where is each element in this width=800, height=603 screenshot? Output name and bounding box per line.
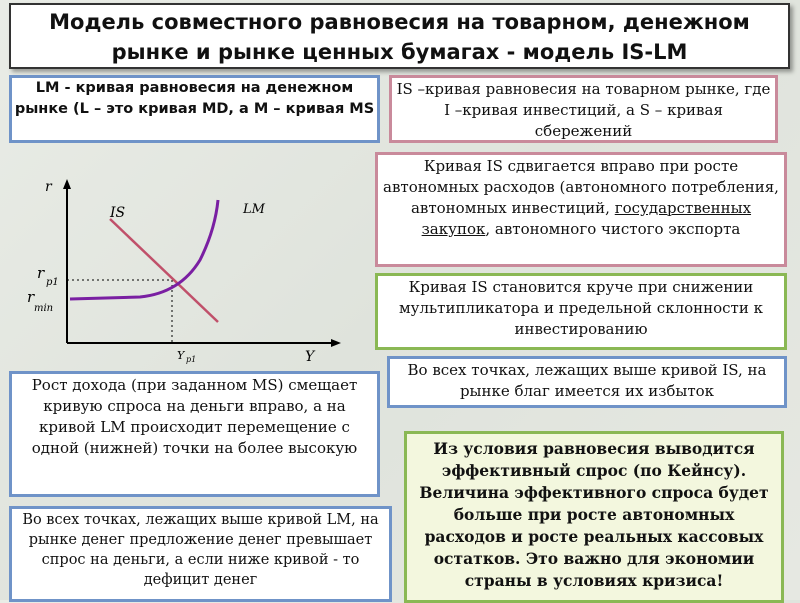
is-definition-box: IS –кривая равновесия на товарном рынке, где I –кривая инвестиций, а S – кривая сбережений <box>389 75 778 143</box>
page-title: Модель совместного равновесия на товарном, денежном рынке и рынке ценных бумагах - модель IS-LM <box>9 3 790 69</box>
lm-label: LM <box>243 202 265 217</box>
rp1-label: r <box>37 264 45 282</box>
lm-curve <box>70 200 218 299</box>
rmin-label: r <box>27 288 35 306</box>
is-label: IS <box>110 205 126 221</box>
is-shift-underlined-text: государственных закупок <box>421 199 752 238</box>
is-lm-graph <box>15 165 360 365</box>
is-shift-box <box>375 152 787 267</box>
is-steeper-box: Кривая IS становится круче при снижении мультипликатора и предельной склонности к инвестированию <box>375 273 787 350</box>
x-axis-label: Y <box>305 349 315 365</box>
rp1-subscript: p1 <box>46 277 59 288</box>
x-axis-arrow-icon <box>331 339 341 347</box>
y-axis-label: r <box>45 179 52 195</box>
yp1-subscript: p1 <box>186 355 197 364</box>
is-curve <box>110 219 218 322</box>
is-shift-text: Кривая IS сдвигается вправо при росте автономных расходов (автономного потребления, автономных инвестиций, <box>383 157 779 217</box>
rmin-subscript: min <box>34 303 54 314</box>
income-growth-box: Рост дохода (при заданном MS) смещает кривую спроса на деньги вправо, а на кривой LM происходит перемещение с одной (нижней) точки на более высокую <box>9 371 380 497</box>
lm-definition-box: LM - кривая равновесия на денежном рынке (L – это кривая MD, а M – кривая MS <box>9 75 380 143</box>
is-above-box: Во всех точках, лежащих выше кривой IS, на рынке благ имеется их избыток <box>387 356 787 408</box>
lm-above-box: Во всех точках, лежащих выше кривой LM, на рынке денег предложение денег превышает спрос на деньги, а если ниже кривой - то дефицит денег <box>9 506 392 602</box>
keynes-box: Из условия равновесия выводится эффективный спрос (по Кейнсу). Величина эффективного спроса будет больше при росте автономных расходов и росте реальных кассовых остатков. Это важно для экономии страны в условиях кризиса! <box>404 431 784 603</box>
y-axis-arrow-icon <box>63 179 71 189</box>
is-shift-text-end: , автономного чистого экспорта <box>485 220 741 238</box>
yp1-label: Y <box>177 349 185 362</box>
